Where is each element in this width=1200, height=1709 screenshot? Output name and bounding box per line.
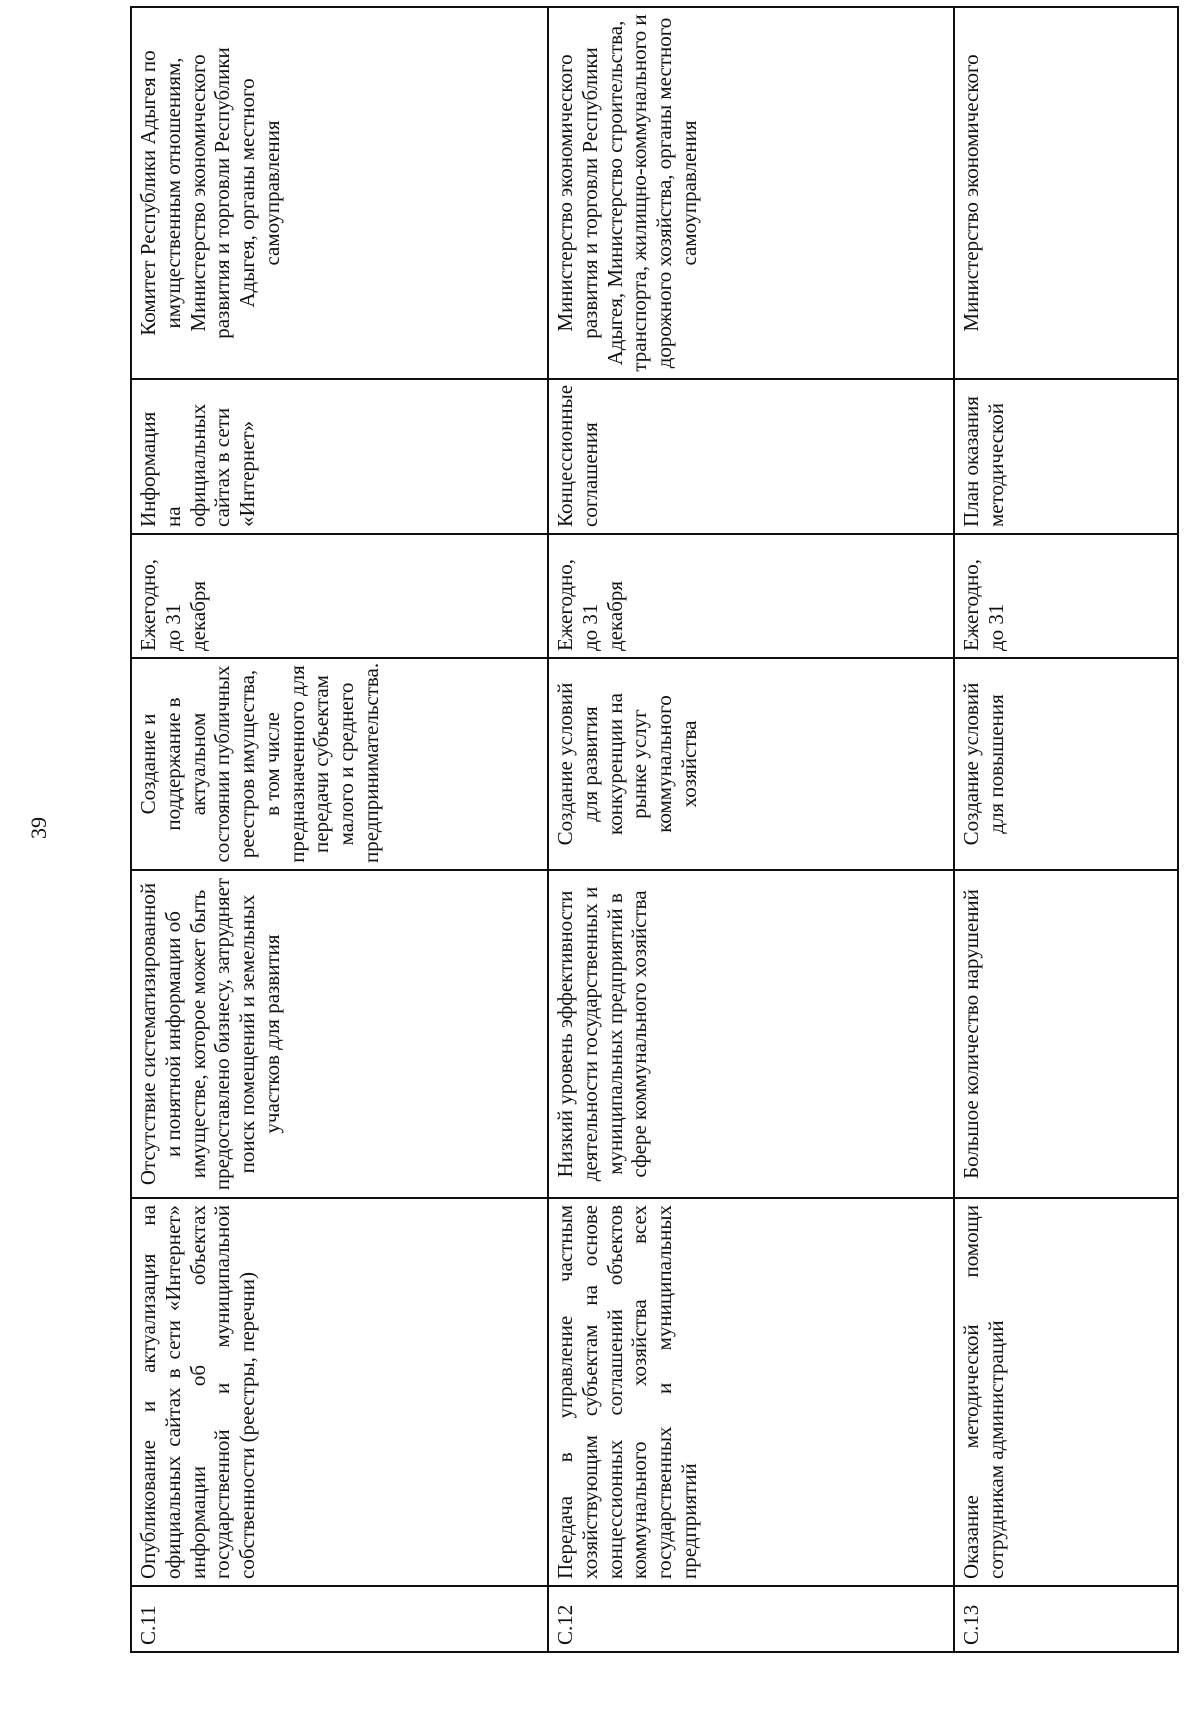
table-row xyxy=(954,7,1178,1652)
cell-result: Концессионные соглашения xyxy=(548,379,954,534)
cell-responsible: Комитет Республики Адыгея по имущественным отношениям, Министерство экономического развития и торговли Республики Адыгея, органы местного самоуправления xyxy=(131,7,548,379)
table-row xyxy=(131,7,548,1652)
cell-result: Информация на официальных сайтах в сети «Интернет» xyxy=(131,379,548,534)
cell-problem: Низкий уровень эффективности деятельности государственных и муниципальных предприятий в сфере коммунального хозяйства xyxy=(548,870,954,1198)
table-row xyxy=(548,7,954,1652)
cell-code: С.12 xyxy=(548,1586,954,1652)
page-number: 39 xyxy=(26,817,51,839)
measures-table xyxy=(130,6,1179,1653)
cell-result: План оказания методической xyxy=(954,379,1178,534)
cell-goal: Создание и поддержание в актуальном состоянии публичных реестров имущества, в том числе предназначенного для передачи субъектам малого и среднего предпринимательства. xyxy=(131,658,548,870)
table-frame xyxy=(130,8,1177,1653)
cell-code: С.13 xyxy=(954,1586,1178,1652)
cell-event: Опубликование и актуализация на официальных сайтах в сети «Интернет» информации об объектах государственной и муниципальной собственности (реестры, перечни) xyxy=(131,1198,548,1586)
cell-event: Оказание методической помощи сотрудникам администраций xyxy=(954,1198,1178,1586)
cell-code: С.11 xyxy=(131,1586,548,1652)
cell-event: Передача в управление частным хозяйствующим субъектам на основе концессионных соглашений объектов коммунального хозяйства всех государственных и муниципальных предприятий xyxy=(548,1198,954,1586)
cell-responsible: Министерство экономического xyxy=(954,7,1178,379)
cell-problem: Отсутствие систематизированной и понятной информации об имуществе, которое может быть предоставлено бизнесу, затрудняет поиск помещений и земельных участков для развития xyxy=(131,870,548,1198)
cell-goal: Создание условий для развития конкуренции на рынке услуг коммунального хозяйства xyxy=(548,658,954,870)
cell-term: Ежегодно, до 31 xyxy=(954,534,1178,658)
cell-problem: Большое количество нарушений xyxy=(954,870,1178,1198)
cell-responsible: Министерство экономического развития и торговли Республики Адыгея, Министерство строительства, транспорта, жилищно-коммунального и дорожного хозяйства, органы местного самоуправления xyxy=(548,7,954,379)
cell-term: Ежегодно, до 31 декабря xyxy=(548,534,954,658)
cell-term: Ежегодно, до 31 декабря xyxy=(131,534,548,658)
cell-goal: Создание условий для повышения xyxy=(954,658,1178,870)
rotated-sheet xyxy=(130,8,1177,1653)
